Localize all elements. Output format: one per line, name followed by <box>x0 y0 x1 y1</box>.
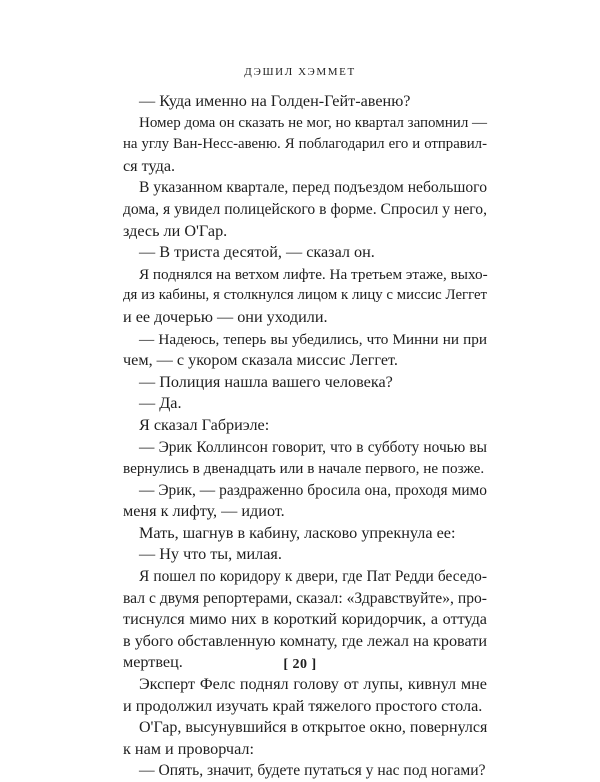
text-line: — Эрик Коллинсон говорит, что в субботу ночью вы <box>139 438 487 456</box>
text-line: дома, я увидел полицейского в форме. Спросил у него, <box>123 200 487 218</box>
text-line: на углу Ван-Несс-авеню. Я поблагодарил его и отправил- <box>123 136 487 153</box>
text-line: — В триста десятой, — сказал он. <box>139 243 375 262</box>
running-head: ДЭШИЛ ХЭММЕТ <box>244 66 356 78</box>
text-line: Я пошел по коридору к двери, где Пат Редди беседо- <box>139 568 487 586</box>
text-line: — Эрик, — раздраженно бросила она, проходя мимо <box>139 481 487 499</box>
text-line: — Полиция нашла вашего человека? <box>139 372 393 391</box>
text-line: Я сказал Габриэле: <box>139 415 270 434</box>
text-line: — Надеюсь, теперь вы убедились, что Минни ни при <box>139 330 487 348</box>
text-line: Номер дома он сказать не мог, но квартал запомнил — <box>139 114 488 131</box>
text-line: тиснулся мимо них в короткий коридорчик, а оттуда <box>123 610 487 629</box>
text-line: вал с двумя репортерами, сказал: «Здравствуйте», про- <box>123 589 487 607</box>
body-text <box>123 91 487 782</box>
text-line: и ее дочерью — они уходили. <box>123 307 328 326</box>
text-line: — Куда именно на Голден-Гейт-авеню? <box>139 92 411 110</box>
text-line: — Да. <box>139 394 182 413</box>
text-line: Мать, шагнув в кабину, ласково упрекнула ее: <box>139 523 456 542</box>
text-line: — Ну что ты, милая. <box>139 545 282 564</box>
page-number: [ 20 ] <box>283 657 317 672</box>
text-line: меня к лифту, — идиот. <box>123 502 285 521</box>
text-line: дя из кабины, я столкнулся лицом к лицу с миссис Леггет <box>123 287 487 304</box>
text-line: ся туда. <box>123 156 176 175</box>
text-line: вернулись в двенадцать или в начале первого, не позже. <box>123 460 485 478</box>
text-line: мертвец. <box>123 653 183 672</box>
text-line: чем, — с укором сказала миссис Леггет. <box>123 351 398 370</box>
text-line: Эксперт Фелс поднял голову от лупы, кивнул мне <box>139 675 487 694</box>
text-line: О'Гар, высунувшийся в открытое окно, повернулся <box>139 719 488 737</box>
text-line: в убого обставленную комнату, где лежал на кровати <box>123 631 487 650</box>
text-line: — Опять, значит, будете путаться у нас под ногами? <box>139 762 486 780</box>
text-line: В указанном квартале, перед подъездом небольшого <box>139 179 487 197</box>
text-line: Я поднялся на ветхом лифте. На третьем этаже, выхо- <box>139 265 488 283</box>
text-line: к нам и проворчал: <box>123 739 254 758</box>
text-line: здесь ли О'Гар. <box>123 221 228 240</box>
text-line: и продолжил изучать край тяжелого простого стола. <box>123 696 483 715</box>
